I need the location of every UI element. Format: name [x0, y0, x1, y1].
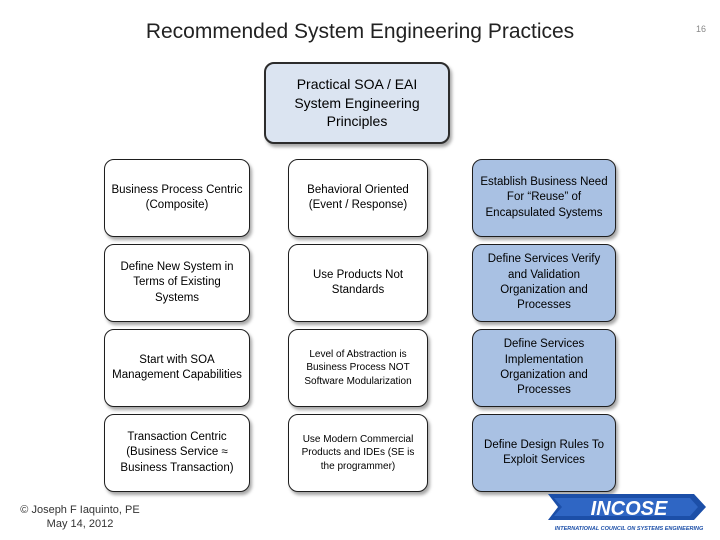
practice-box-design-rules: [472, 414, 616, 492]
practice-box-use-products: [288, 244, 428, 322]
incose-logo-graphic: [544, 490, 709, 534]
footer-author: © Joseph F Iaquinto, PE: [20, 504, 140, 516]
practice-label: Define New System in Terms of Existing Systems: [120, 261, 234, 304]
practice-box-modern-commercial-products: [288, 414, 428, 492]
footer-date: May 14, 2012: [46, 518, 114, 531]
footer-credit: [10, 503, 150, 532]
practice-box-behavioral-oriented: [288, 159, 428, 237]
practice-box-define-new-system: [104, 244, 250, 322]
practice-box-verify-validation: [472, 244, 616, 322]
practice-label: Define Services Verify and Validation Organization and Processes: [487, 253, 601, 312]
page-number: 16: [695, 24, 706, 34]
practice-label: Start with SOA Management Capabilities: [112, 353, 242, 381]
practice-box-implementation-organization: [472, 329, 616, 407]
practice-label: Transaction Centric (Business Service ≈ Business Transaction): [120, 431, 234, 474]
practice-box-transaction-centric: [104, 414, 250, 492]
practice-label: Establish Business Need For “Reuse” of Encapsulated Systems: [480, 176, 608, 219]
practice-box-soa-management: [104, 329, 250, 407]
practice-box-level-of-abstraction: [288, 329, 428, 407]
incose-logo: [544, 490, 709, 534]
practice-label: Level of Abstraction is Business Process NOT Software Modularization: [304, 349, 412, 387]
practice-label: Use Products Not Standards: [312, 268, 404, 296]
svg-text:INTERNATIONAL COUNCIL ON SYSTE: INTERNATIONAL COUNCIL ON SYSTEMS ENGINEERING: [554, 526, 704, 532]
principles-root-box: [264, 62, 450, 144]
slide-title: Recommended System Engineering Practices: [145, 20, 575, 43]
practice-box-establish-business-need: [472, 159, 616, 237]
practice-box-business-process-centric: [104, 159, 250, 237]
practice-label: Use Modern Commercial Products and IDEs (SE is the programmer): [301, 434, 415, 472]
practice-label: Business Process Centric (Composite): [111, 183, 243, 211]
svg-text:INCOSE: INCOSE: [590, 498, 668, 520]
practice-label: Behavioral Oriented (Event / Response): [307, 183, 409, 211]
practice-label: Define Services Implementation Organization and Processes: [500, 338, 588, 397]
principles-root-label: Practical SOA / EAI System Engineering Principles: [294, 76, 420, 130]
practice-label: Define Design Rules To Exploit Services: [484, 438, 604, 466]
